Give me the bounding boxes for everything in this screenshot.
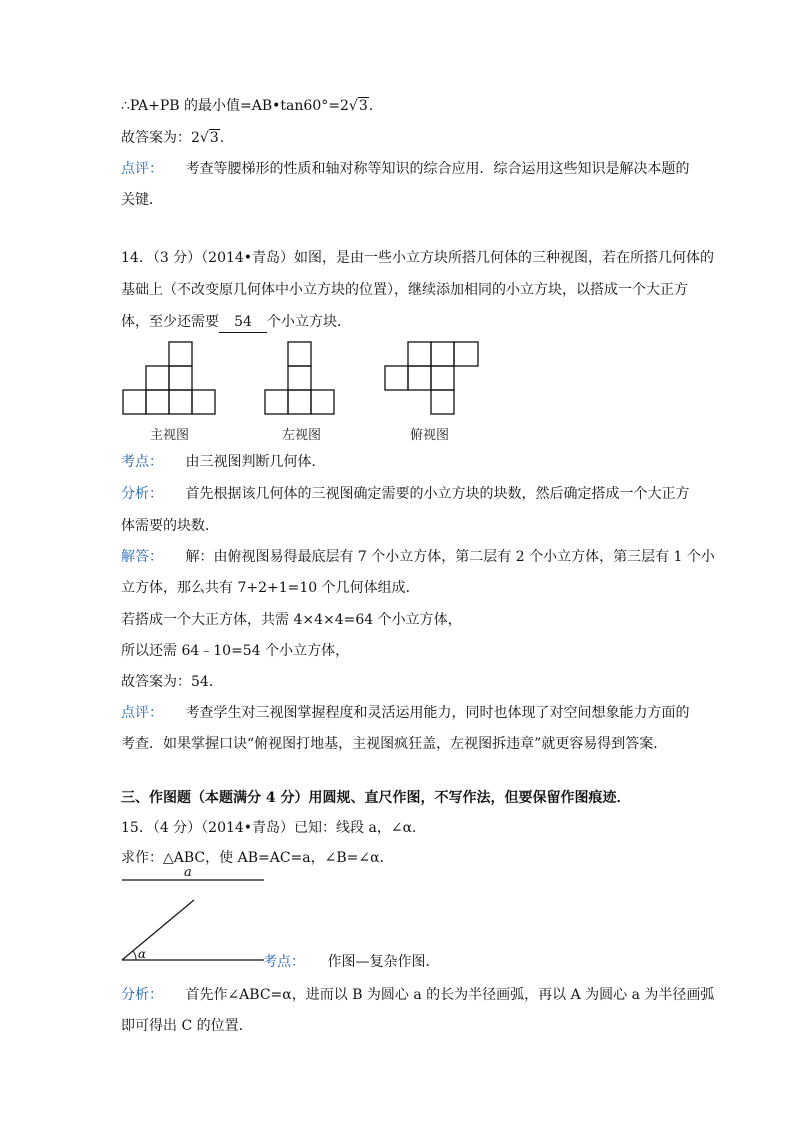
q14-pingping: 点评： 考查学生对三视图掌握程度和灵活运用能力，同时也体现了对空间想象能力方面的 [121,705,690,721]
front-view-caption: 主视图 [150,428,190,443]
q15-stem-2: 求作：△ABC，使 AB=AC=a，∠B=∠α． [121,850,394,866]
q14-jieda-2: 立方体，那么共有 7+2+1=10 个几何体组成． [121,580,420,596]
segment-a-label: a [184,865,192,880]
angle-alpha-label: α [138,947,147,961]
q14-stem-3: 体，至少还需要 54 个小立方块． [121,312,351,333]
fenxi-label: 分析： [121,486,163,502]
angle-arc [133,951,136,960]
q14-stem-2: 基础上（不改变原几何体中小立方块的位置），继续添加相同的小立方块，以搭成一个大正方 [121,282,688,298]
section-3-title: 三、作图题（本题满分 4 分）用圆规、直尺作图，不写作法，但要保留作图痕迹． [121,790,631,806]
q14-kaodian: 考点： 由三视图判断几何体． [121,454,326,470]
fenxi-label: 分析： [121,987,163,1003]
angle-side-ray [122,900,194,960]
previous-comment: 点评： 考查等腰梯形的性质和轴对称等知识的综合应用．综合运用这些知识是解决本题的 [121,161,690,177]
previous-comment-cont: 关键． [121,192,163,208]
comment-label: 点评： [121,161,163,177]
q14-stem-1: 14．（3 分）（2014•青岛）如图，是由一些小立方块所搭几何体的三种视图，若在所搭几何体的 [121,250,715,266]
previous-answer-line: 故答案为：2√3. [121,130,225,146]
q14-jieda-4: 所以还需 64﹣10=54 个小立方体， [121,643,350,659]
pingping-label: 点评： [121,705,163,721]
q14-answer-blank: 54 [219,312,267,333]
front-view-figure [118,340,220,416]
given-segment-and-angle-figure [118,862,268,966]
q15-kaodian: 考点： 作图—复杂作图． [263,954,440,970]
top-view-caption: 俯视图 [410,428,450,443]
left-view-figure [260,340,340,416]
q14-jieda-3: 若搭成一个大正方体，共需 4×4×4=64 个小立方体， [121,612,462,628]
q15-stem-1: 15．（4 分）（2014•青岛）已知：线段 a，∠α． [121,820,427,836]
q14-fenxi: 分析： 首先根据该几何体的三视图确定需要的小立方块的块数，然后确定搭成一个大正方 [121,486,690,502]
solution-min-value-line: ∴PA+PB 的最小值=AB•tan60°=2√3. [121,98,374,114]
q15-fenxi-cont: 即可得出 C 的位置． [121,1018,253,1034]
kaodian-label: 考点： [121,454,163,470]
q14-jieda-5: 故答案为：54． [121,674,223,690]
q15-fenxi: 分析： 首先作∠ABC=α，进而以 B 为圆心 a 的长为半径画弧，再以 A 为圆心 a 为半径画弧 [121,987,715,1003]
top-view-figure [380,340,484,416]
q14-fenxi-cont: 体需要的块数． [121,518,219,534]
jieda-label: 解答： [121,549,163,565]
q14-pingping-cont: 考查．如果掌握口诀“俯视图打地基，主视图疯狂盖，左视图拆违章”就更容易得到答案． [121,736,668,752]
q14-jieda: 解答： 解：由俯视图易得最底层有 7 个小立方体，第二层有 2 个小立方体，第三层有 1 个小 [121,549,715,565]
left-view-caption: 左视图 [282,428,322,443]
kaodian-label: 考点： [263,954,305,970]
